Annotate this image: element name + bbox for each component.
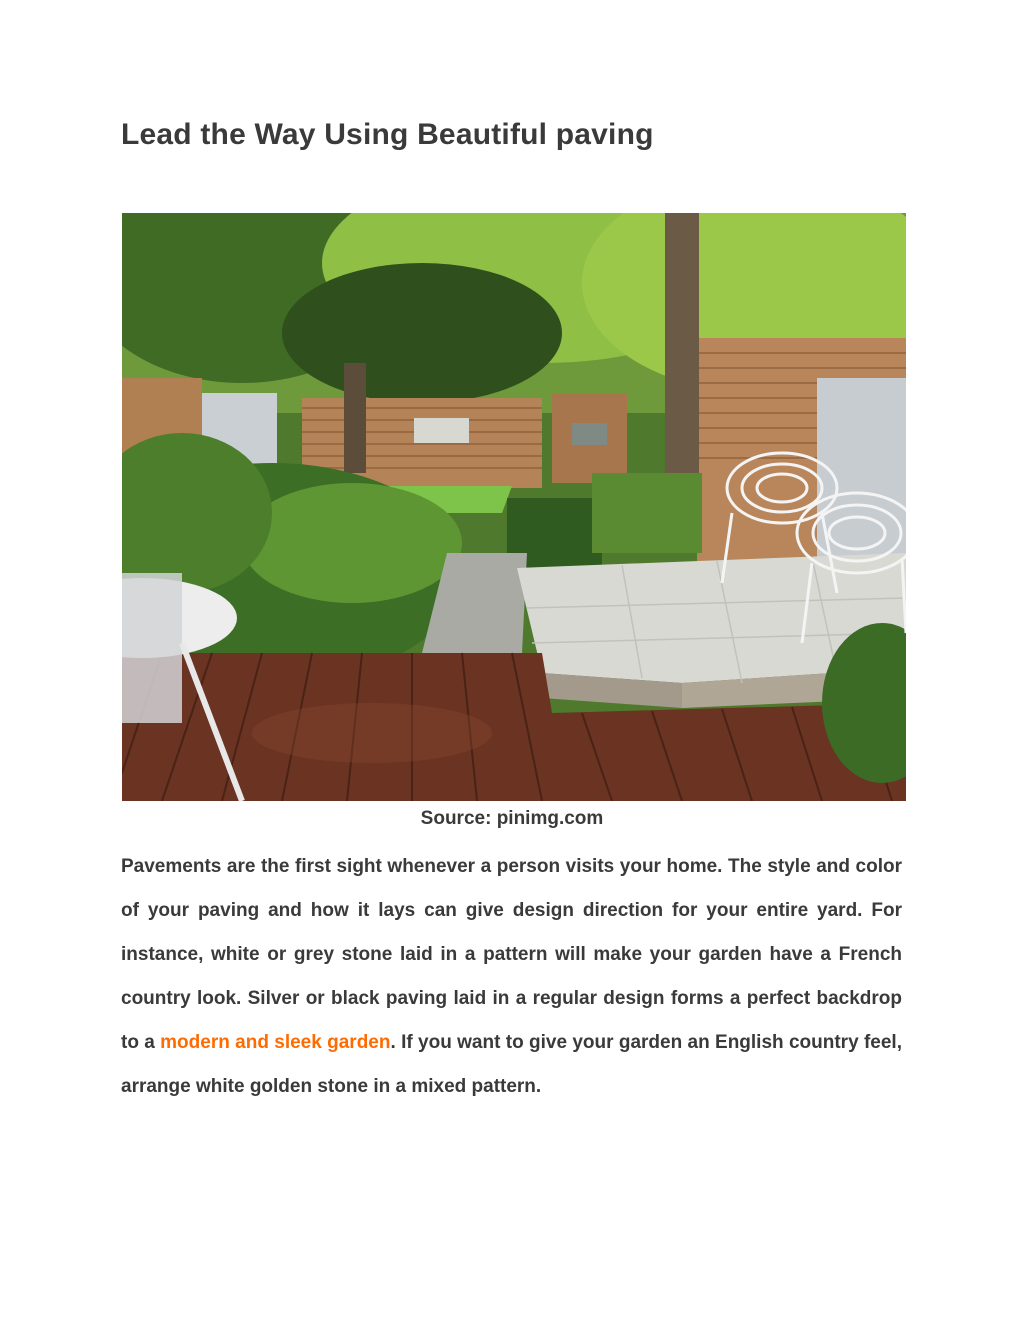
garden-photo	[122, 213, 906, 801]
body-paragraph	[121, 845, 902, 1109]
page-title: Lead the Way Using Beautiful paving	[121, 118, 654, 151]
paragraph-text-start: Pavements are the first sight whenever a person visits your home. The style and color of your paving and how it lays can give design direction for your entire yard. For instance, white or grey stone laid in a pattern will make your garden have a French country look. Silver or black paving laid in a regular design forms a perfect backdrop to a	[121, 856, 902, 1053]
paragraph-text-end: . If you want to give your garden an English country feel, arrange white golden stone in a mixed pattern.	[121, 1032, 902, 1097]
image-caption: Source: pinimg.com	[420, 808, 604, 829]
modern-garden-link[interactable]: modern and sleek garden	[160, 1032, 391, 1053]
